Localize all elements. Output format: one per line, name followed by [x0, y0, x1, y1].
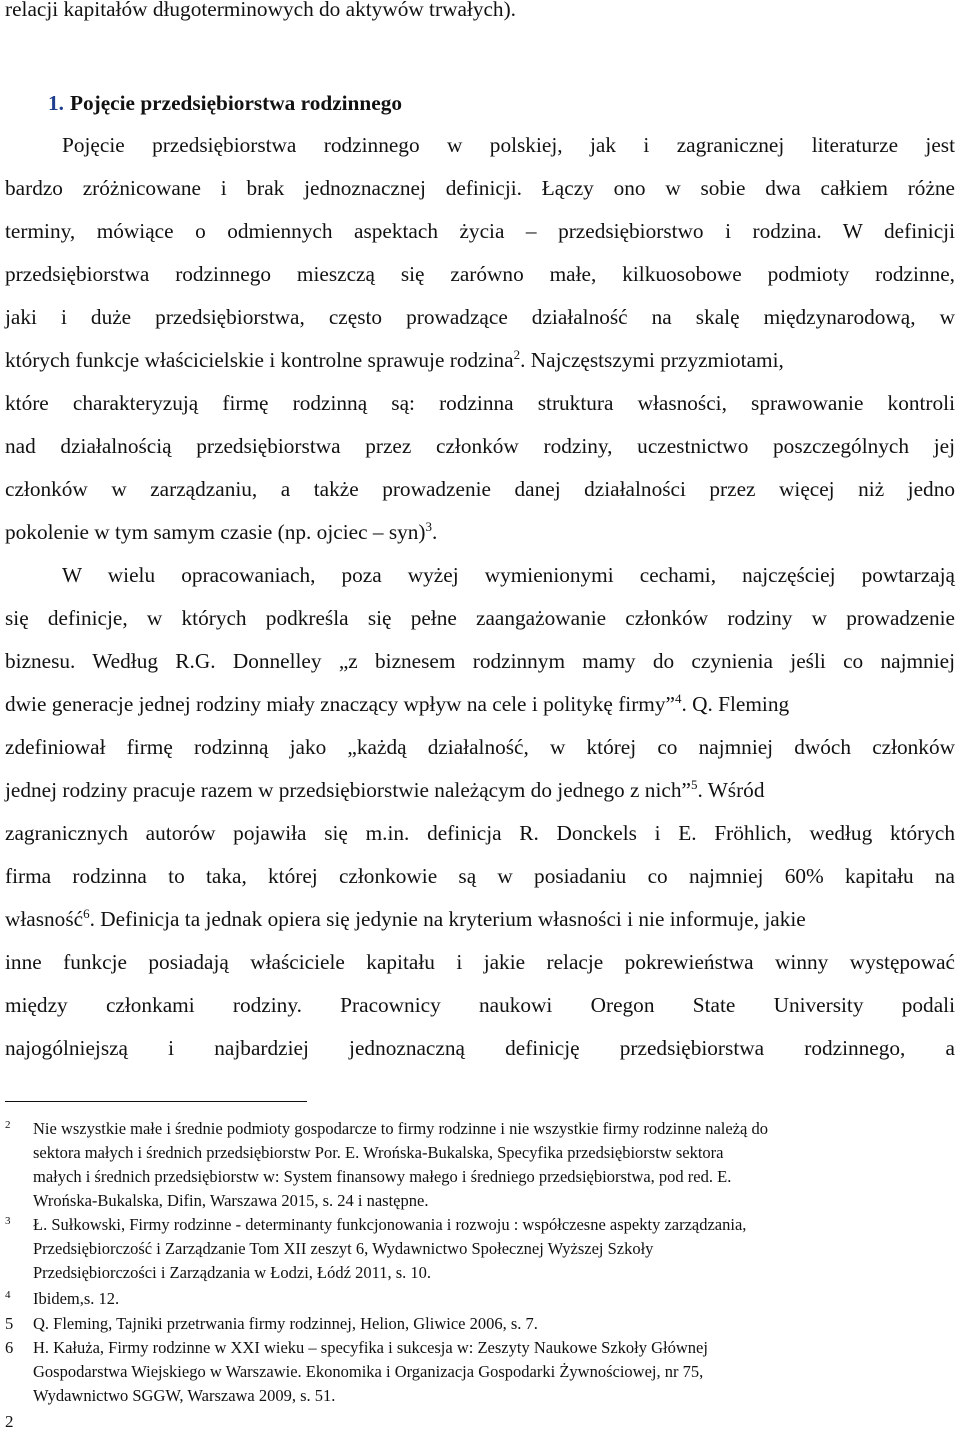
footnote	[5, 1287, 955, 1311]
body-line: inne funkcje posiadają właściciele kapitału i jakie relacje pokrewieństwa winny występować	[5, 950, 955, 974]
text-run: dwie generacje jednej rodziny miały znaczący wpływ na cele i politykę firmy”	[5, 692, 675, 716]
body-line: nad działalnością przedsiębiorstwa przez członków rodziny, uczestnictwo poszczególnych jej	[5, 434, 955, 458]
section-heading	[48, 90, 948, 116]
body-line	[5, 347, 955, 373]
body-line: się definicje, w których podkreśla się pełne zaangażowanie członków rodziny w prowadzenie	[5, 606, 955, 630]
body-line: bardzo zróżnicowane i brak jednoznacznej definicji. Łączy ono w sobie dwa całkiem różne	[5, 176, 955, 200]
text-run: . Q. Fleming	[681, 692, 790, 716]
footnote-line: Gospodarstwa Wiejskiego w Warszawie. Ekonomika i Organizacja Gospodarki Żywnościowej, nr 75,	[33, 1362, 704, 1381]
footnote-ref: 5	[690, 777, 698, 792]
body-line: członków w zarządzaniu, a także prowadzenie danej działalności przez więcej niż jedno	[5, 477, 955, 501]
footnote-ref: 4	[674, 691, 682, 706]
body-line: relacji kapitałów długoterminowych do aktywów trwałych).	[5, 0, 516, 21]
text-run: .	[432, 520, 438, 544]
footnote	[5, 1312, 955, 1336]
footnote-text: H. Kałuża, Firmy rodzinne w XXI wieku – specyfika i sukcesja w: Zeszyty Naukowe Szkoły Głównej	[33, 1338, 708, 1357]
footnote-text: Ł. Sułkowski, Firmy rodzinne - determinanty funkcjonowania i rozwoju : współczesne aspekty zarządzania,	[33, 1215, 747, 1234]
body-line: jaki i duże przedsiębiorstwa, często prowadzące działalność na skalę międzynarodową, w	[5, 305, 955, 329]
text-run: . Definicja ta jednak opiera się jedynie na kryterium własności i nie informuje, jakie	[89, 907, 806, 931]
footnote-line: sektora małych i średnich przedsiębiorstw Por. E. Wrońska-Bukalska, Specyfika przedsiębiorstw sektora	[33, 1143, 724, 1162]
body-line: zdefiniował firmę rodzinną jako „każdą działalność, w której co najmniej dwóch członków	[5, 735, 955, 759]
footnote-line: Przedsiębiorczość i Zarządzanie Tom XII zeszyt 6, Wydawnictwo Społecznej Wyższej Szkoły	[33, 1239, 654, 1258]
footnote-line: Przedsiębiorczości i Zarządzania w Łodzi, Łódź 2011, s. 10.	[33, 1263, 431, 1282]
footnote-text: Ibidem,s. 12.	[33, 1289, 120, 1308]
body-line: które charakteryzują firmę rodzinną są: rodzinna struktura własności, sprawowanie kontroli	[5, 391, 955, 415]
body-line	[5, 519, 955, 545]
footnote-mark: 3	[5, 1215, 11, 1227]
body-line: terminy, mówiące o odmiennych aspektach życia – przedsiębiorstwo i rodzina. W definicji	[5, 219, 955, 243]
page-number: 2	[5, 1412, 14, 1431]
footnote-line: Wydawnictwo SGGW, Warszawa 2009, s. 51.	[33, 1386, 336, 1405]
body-line: najogólniejszą i najbardziej jednoznaczną definicję przedsiębiorstwa rodzinnego, a	[5, 1036, 955, 1060]
footnote-text: Nie wszystkie małe i średnie podmioty gospodarcze to firmy rodzinne i nie wszystkie firmy rodzinne należą do	[33, 1119, 768, 1138]
body-line: zagranicznych autorów pojawiła się m.in. definicja R. Donckels i E. Fröhlich, według których	[5, 821, 955, 845]
footnote-mark: 2	[5, 1119, 11, 1131]
body-line: firma rodzinna to taka, której członkowie są w posiadaniu co najmniej 60% kapitału na	[5, 864, 955, 888]
footnote-mark: 4	[5, 1289, 11, 1301]
footnote-ref: 6	[83, 906, 90, 921]
body-line	[5, 906, 955, 932]
footnote-line: małych i średnich przedsiębiorstw w: System finansowy małego i średniego przedsiębiorstwa, pod red. E.	[33, 1167, 732, 1186]
footnote-mark: 6	[5, 1338, 14, 1357]
footnote	[5, 1213, 955, 1237]
text-run: których funkcje właścicielskie i kontrolne sprawuje rodzina	[5, 348, 514, 372]
text-run: . Najczęstszymi przyzmiotami,	[520, 348, 784, 372]
footnote-ref: 2	[513, 347, 521, 362]
footnote-ref: 3	[425, 519, 432, 534]
section-number: 1.	[48, 91, 64, 115]
text-run: pokolenie w tym samym czasie (np. ojciec – syn)	[5, 520, 426, 544]
body-line: przedsiębiorstwa rodzinnego mieszczą się zarówno małe, kilkuosobowe podmioty rodzinne,	[5, 262, 955, 286]
footnote-line: Wrońska-Bukalska, Difin, Warszawa 2015, s. 24 i następne.	[33, 1191, 429, 1210]
body-line: biznesu. Według R.G. Donnelley „z biznesem rodzinnym mamy do czynienia jeśli co najmniej	[5, 649, 955, 673]
text-run: jednej rodziny pracuje razem w przedsiębiorstwie należącym do jednego z nich”	[5, 778, 691, 802]
footnote-text: Q. Fleming, Tajniki przetrwania firmy rodzinnej, Helion, Gliwice 2006, s. 7.	[33, 1314, 538, 1333]
footnote	[5, 1336, 955, 1360]
body-line: W wielu opracowaniach, poza wyżej wymienionymi cechami, najczęściej powtarzają	[62, 563, 955, 587]
body-line	[5, 777, 955, 803]
body-line: Pojęcie przedsiębiorstwa rodzinnego w polskiej, jak i zagranicznej literaturze jest	[62, 133, 955, 157]
text-run: . Wśród	[697, 778, 765, 802]
footnote-mark: 5	[5, 1314, 14, 1333]
footnote	[5, 1117, 955, 1141]
body-line: między członkami rodziny. Pracownicy naukowi Oregon State University podali	[5, 993, 955, 1017]
text-run: własność	[5, 907, 84, 931]
footnote-separator	[5, 1101, 307, 1102]
section-title: Pojęcie przedsiębiorstwa rodzinnego	[69, 91, 402, 115]
body-line	[5, 691, 955, 717]
